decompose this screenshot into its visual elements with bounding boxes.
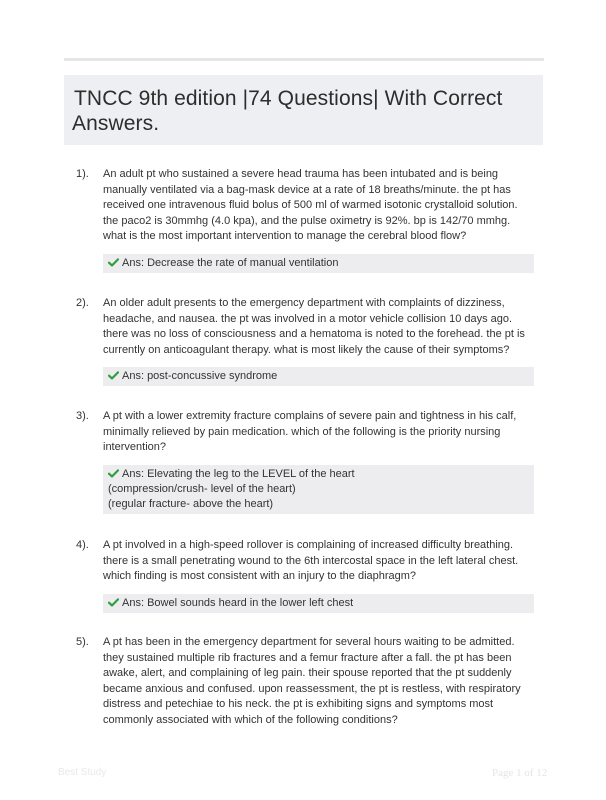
page-title (72, 86, 532, 136)
question-text: A pt with a lower extremity fracture complains of severe pain and tightness in his calf, minimally relieved by pain medication. which of the following is the priority nursing intervention? (103, 410, 517, 453)
page-counter: Page 1 of 12 (492, 767, 548, 779)
answer-box (103, 254, 534, 273)
question-number: 5). (76, 636, 89, 648)
check-icon (108, 598, 119, 607)
answer-line (108, 256, 529, 271)
question-text: A pt involved in a high-speed rollover is complaining of increased difficulty breathing. there is a small penetrating wound to the 6th intercostal space in the left lateral chest. which finding is most consistent with an injury to the diaphragm? (103, 539, 519, 582)
answer-note: (compression/crush- level of the heart) (108, 483, 296, 495)
question-text: An older adult presents to the emergency department with complaints of dizziness, headache, and nausea. the pt was involved in a motor vehicle collision 10 days ago. there was no loss of consciousness and a hematoma is noted to the forehead. the pt is currently on anticoagulant therapy. what is most likely the cause of their symptoms? (103, 297, 525, 356)
check-icon (108, 469, 119, 478)
answer-note: (regular fracture- above the heart) (108, 498, 274, 510)
check-icon (108, 258, 119, 267)
footer-watermark: Best Study (58, 767, 107, 778)
page-title-line-1: TNCC 9th edition |74 Questions| With Correct (74, 87, 503, 110)
question-number: 4). (76, 539, 89, 551)
question-number: 2). (76, 297, 89, 309)
answer-text: Ans: Elevating the leg to the LEVEL of the heart (122, 468, 355, 480)
answer-box (103, 367, 534, 386)
answer-line (108, 596, 529, 611)
answer-text: Ans: post-concussive syndrome (122, 370, 278, 382)
answer-text: Ans: Decrease the rate of manual ventilation (122, 257, 339, 269)
answer-line (108, 369, 529, 384)
title-banner (64, 75, 543, 145)
answer-line (108, 467, 529, 482)
page-title-line-2: Answers. (72, 112, 160, 135)
top-divider (64, 58, 544, 61)
question-text: A pt has been in the emergency department for several hours waiting to be admitted. they sustained multiple rib fractures and a femur fracture after a fall. the pt has been awake, alert, and complaining of leg pain. their spouse reported that the pt suddenly became anxious and confused. upon reassessment, the pt is restless, with respiratory distress and petechiae to his neck. the pt is exhibiting signs and symptoms most commonly associated with which of the following conditions? (103, 636, 521, 726)
answer-box (103, 465, 534, 514)
answer-text: Ans: Bowel sounds heard in the lower left chest (122, 597, 354, 609)
question-number: 3). (76, 410, 89, 422)
check-icon (108, 371, 119, 380)
answer-box (103, 594, 534, 613)
question-number: 1). (76, 168, 89, 180)
question-text: An adult pt who sustained a severe head trauma has been intubated and is being manually ventilated via a bag-mask device at a rate of 18 breaths/minute. the pt has received one intravenous fluid bolus of 500 ml of warmed isotonic crystalloid solution. the paco2 is 30mmhg (4.0 kpa), and the pulse oximetry is 92%. bp is 142/70 mmhg. what is the most important intervention to manage the cerebral blood flow? (103, 168, 518, 242)
